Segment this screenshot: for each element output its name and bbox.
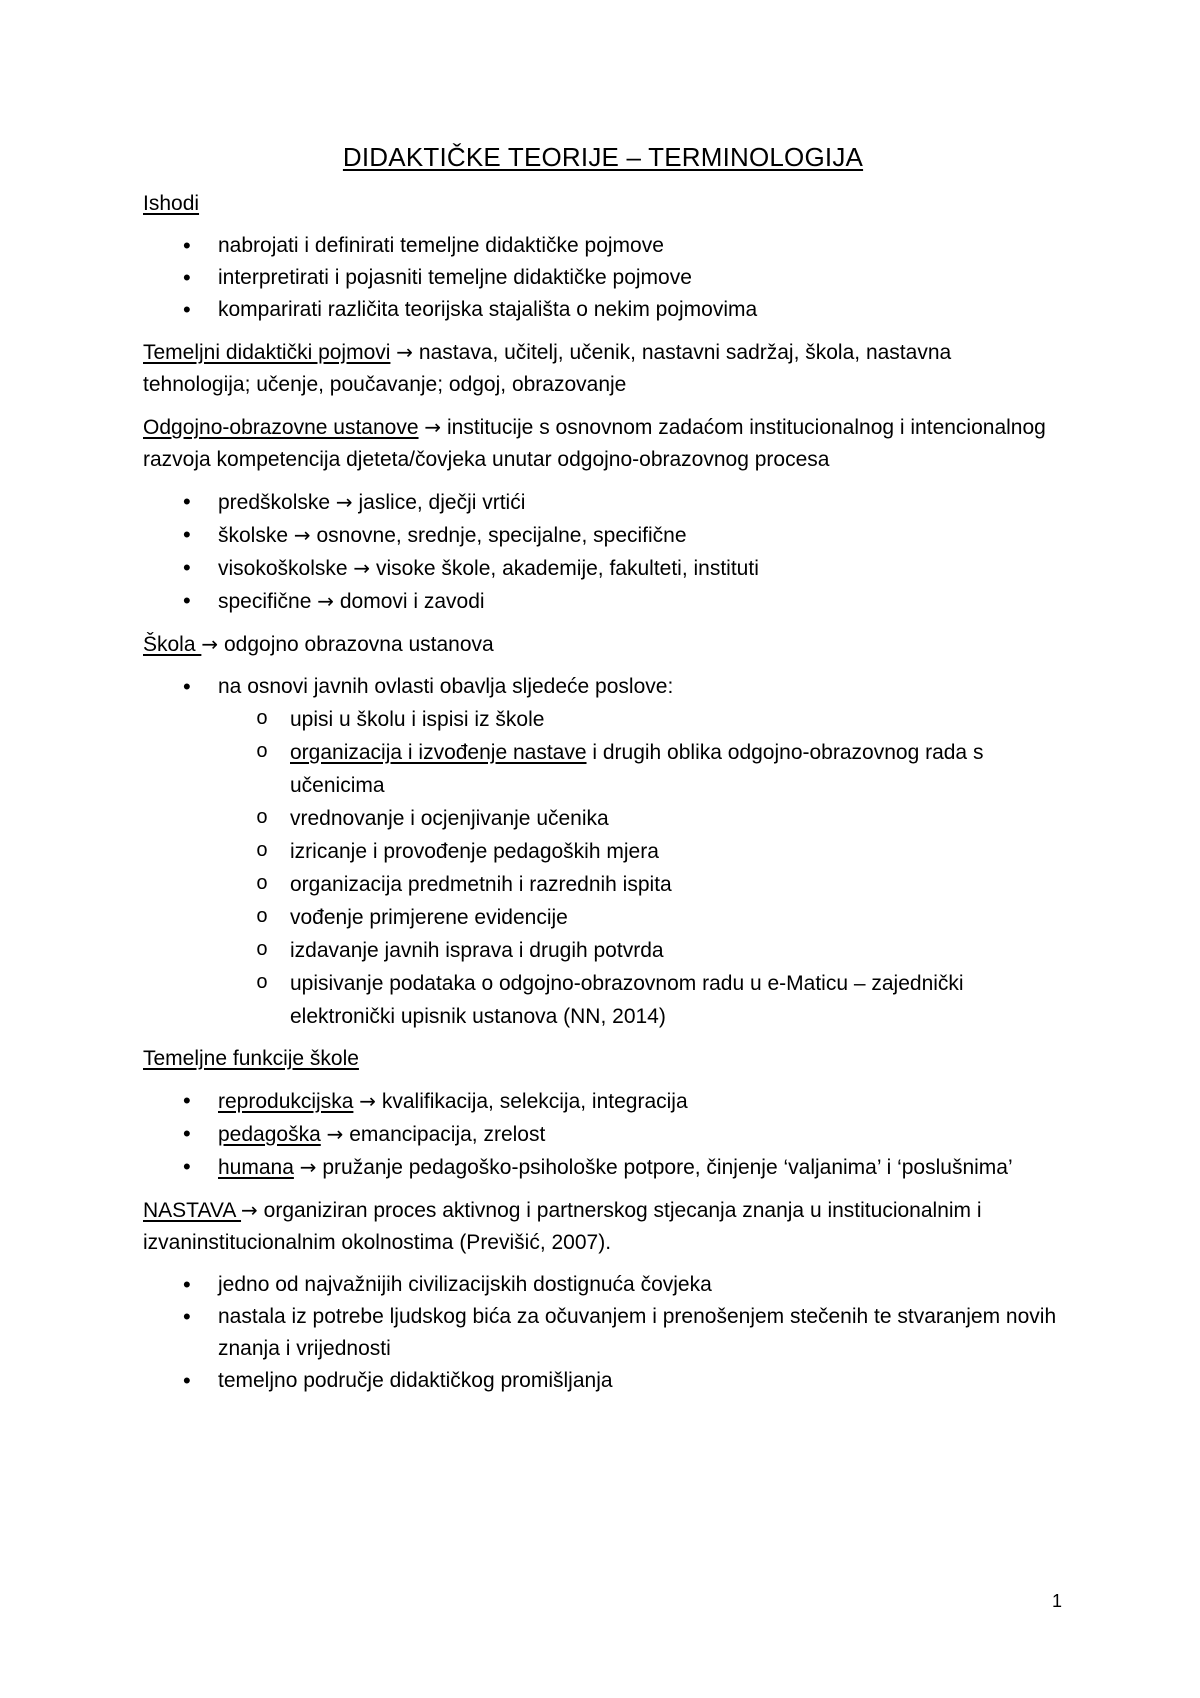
item-term: pedagoška bbox=[218, 1123, 321, 1146]
page-number: 1 bbox=[1052, 1591, 1063, 1611]
ishodi-heading-text: Ishodi bbox=[143, 192, 200, 215]
nastava-list bbox=[143, 1269, 1063, 1397]
ustanove-list bbox=[143, 486, 1063, 618]
skola-paragraph bbox=[143, 628, 1063, 661]
arrow-icon: → bbox=[326, 1122, 344, 1146]
sublist-item: o izdavanje javnih isprava i drugih potvrda bbox=[143, 934, 1063, 967]
skola-list bbox=[143, 671, 1063, 1033]
list-item: • nastala iz potrebe ljudskog bića za očuvanjem i prenošenjem stečenih te stvaranjem novih znanja i vrijednosti bbox=[143, 1301, 1063, 1365]
item-text: kvalifikacija, selekcija, integracija bbox=[381, 1090, 688, 1113]
arrow-icon: → bbox=[353, 556, 371, 580]
skola-heading: Škola bbox=[143, 633, 202, 656]
arrow-icon: → bbox=[424, 415, 442, 439]
item-text: jaslice, dječji vrtići bbox=[358, 491, 526, 514]
sublist-item bbox=[143, 736, 1063, 802]
list-item bbox=[143, 585, 1063, 618]
list-item bbox=[143, 519, 1063, 552]
list-item: • nabrojati i definirati temeljne didaktičke pojmove bbox=[143, 230, 1063, 262]
sublist-item: o organizacija predmetnih i razrednih ispita bbox=[143, 868, 1063, 901]
arrow-icon: → bbox=[201, 632, 219, 656]
item-text: domovi i zavodi bbox=[339, 590, 485, 613]
item-text: visoke škole, akademije, fakulteti, instituti bbox=[376, 557, 759, 580]
pojmovi-heading: Temeljni didaktički pojmovi bbox=[143, 341, 391, 364]
item-term: specifične bbox=[218, 590, 312, 613]
nastava-paragraph bbox=[143, 1194, 1063, 1259]
pojmovi-text: nastava, učitelj, učenik, nastavni sadržaj, škola, nastavna tehnologija; učenje, poučavanje; odgoj, obrazovanje bbox=[143, 341, 952, 396]
sublist-rest: i drugih oblika odgojno-obrazovnog rada s učenicima bbox=[290, 741, 984, 797]
list-item: • komparirati različita teorijska stajališta o nekim pojmovima bbox=[143, 294, 1063, 326]
page-title: DIDAKTIČKE TEORIJE – TERMINOLOGIJA bbox=[342, 142, 864, 172]
item-text: emancipacija, zrelost bbox=[349, 1123, 546, 1146]
arrow-icon: → bbox=[241, 1198, 258, 1222]
item-term: predškolske bbox=[218, 491, 331, 514]
nastava-heading: NASTAVA bbox=[143, 1199, 242, 1222]
sublist-underlined: organizacija i izvođenje nastave bbox=[290, 741, 587, 764]
arrow-icon: → bbox=[317, 589, 334, 613]
ishodi-heading bbox=[143, 188, 1063, 220]
nastava-text: organiziran proces aktivnog i partnerskog stjecanja znanja u institucionalnim i izvaninstitucionalnim okolnostima (Previšić, 2007). bbox=[143, 1199, 982, 1254]
sublist-item: o upisivanje podataka o odgojno-obrazovnom radu u e-Maticu – zajednički elektronički upisnik ustanova (NN, 2014) bbox=[143, 967, 1063, 1033]
list-item bbox=[143, 1118, 1063, 1151]
item-term: školske bbox=[218, 524, 289, 547]
sublist-item: o upisi u školu i ispisi iz škole bbox=[143, 703, 1063, 736]
item-term: reprodukcijska bbox=[218, 1090, 354, 1113]
ustanove-heading: Odgojno-obrazovne ustanove bbox=[143, 416, 419, 439]
list-item: • jedno od najvažnijih civilizacijskih dostignuća čovjeka bbox=[143, 1269, 1063, 1301]
ustanove-paragraph bbox=[143, 411, 1063, 476]
skola-bullet-text: na osnovi javnih ovlasti obavlja sljedeće poslove: bbox=[218, 675, 674, 698]
pojmovi-paragraph bbox=[143, 336, 1063, 401]
funkcije-heading-text: Temeljne funkcije škole bbox=[143, 1047, 359, 1070]
document-page bbox=[143, 140, 1063, 1407]
list-item bbox=[143, 671, 1063, 1033]
ishodi-list bbox=[143, 230, 1063, 326]
list-item bbox=[143, 1151, 1063, 1184]
list-item bbox=[143, 552, 1063, 585]
list-item: • interpretirati i pojasniti temeljne didaktičke pojmove bbox=[143, 262, 1063, 294]
item-text: osnovne, srednje, specijalne, specifične bbox=[316, 524, 687, 547]
funkcije-list bbox=[143, 1085, 1063, 1184]
item-term: visokoškolske bbox=[218, 557, 348, 580]
sublist-item: o vrednovanje i ocjenjivanje učenika bbox=[143, 802, 1063, 835]
funkcije-heading bbox=[143, 1043, 1063, 1075]
arrow-icon: → bbox=[359, 1089, 377, 1113]
list-item bbox=[143, 1085, 1063, 1118]
sublist-item: o vođenje primjerene evidencije bbox=[143, 901, 1063, 934]
arrow-icon: → bbox=[396, 340, 414, 364]
item-text: pružanje pedagoško-psihološke potpore, činjenje ‘valjanima’ i ‘poslušnima’ bbox=[322, 1156, 1013, 1179]
skola-sublist bbox=[218, 703, 1063, 1033]
list-item bbox=[143, 486, 1063, 519]
arrow-icon: → bbox=[299, 1155, 317, 1179]
skola-text: odgojno obrazovna ustanova bbox=[223, 633, 494, 656]
ustanove-text: institucije s osnovnom zadaćom institucionalnog i intencionalnog razvoja kompetencija djeteta/čovjeka unutar odgojno-obrazovnog procesa bbox=[143, 416, 1046, 471]
list-item: • temeljno područje didaktičkog promišljanja bbox=[143, 1365, 1063, 1397]
arrow-icon: → bbox=[293, 523, 311, 547]
arrow-icon: → bbox=[335, 490, 353, 514]
sublist-item: o izricanje i provođenje pedagoških mjera bbox=[143, 835, 1063, 868]
item-term: humana bbox=[218, 1156, 294, 1179]
